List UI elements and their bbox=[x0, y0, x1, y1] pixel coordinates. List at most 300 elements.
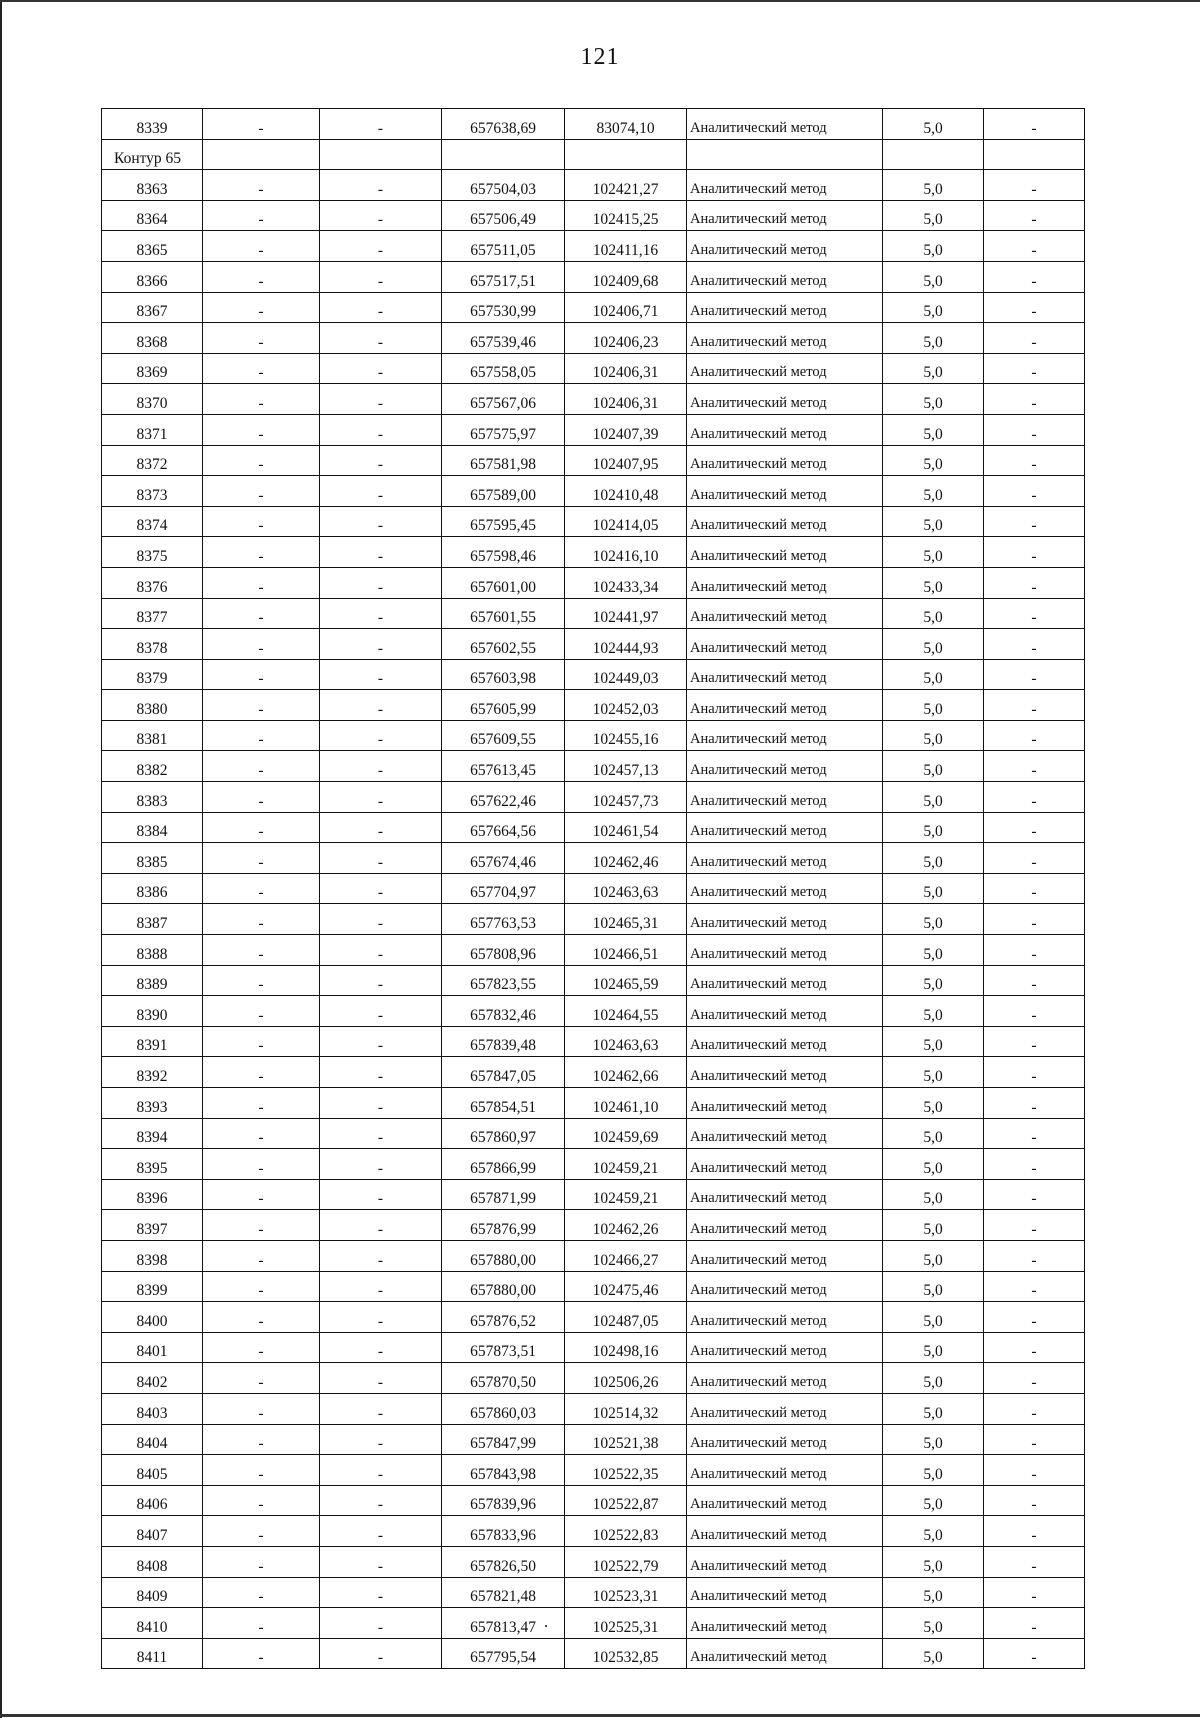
y-coordinate-cell: 102415,25 bbox=[565, 200, 687, 231]
old-y-cell: - bbox=[320, 445, 442, 476]
old-y-cell: - bbox=[320, 1210, 442, 1241]
accuracy-cell: 5,0 bbox=[883, 414, 984, 445]
table-row bbox=[102, 1179, 1085, 1210]
empty-cell bbox=[442, 139, 565, 170]
y-coordinate-cell: 102444,93 bbox=[565, 629, 687, 660]
y-coordinate-cell: 102525,31 bbox=[565, 1608, 687, 1639]
method-cell: Аналитический метод bbox=[687, 1271, 883, 1302]
point-number-cell: 8368 bbox=[102, 323, 203, 354]
x-coordinate-cell: 657860,97 bbox=[442, 1118, 565, 1149]
page-bottom-edge bbox=[0, 1714, 1200, 1717]
description-cell: - bbox=[984, 1363, 1085, 1394]
description-cell: - bbox=[984, 1118, 1085, 1149]
old-y-cell: - bbox=[320, 873, 442, 904]
point-number-cell: 8383 bbox=[102, 782, 203, 813]
old-y-cell: - bbox=[320, 1179, 442, 1210]
old-y-cell: - bbox=[320, 720, 442, 751]
method-cell: Аналитический метод bbox=[687, 384, 883, 415]
old-y-cell: - bbox=[320, 1363, 442, 1394]
accuracy-cell: 5,0 bbox=[883, 1363, 984, 1394]
old-y-cell: - bbox=[320, 384, 442, 415]
table-row bbox=[102, 1363, 1085, 1394]
accuracy-cell: 5,0 bbox=[883, 1302, 984, 1333]
y-coordinate-cell: 102506,26 bbox=[565, 1363, 687, 1394]
accuracy-cell: 5,0 bbox=[883, 1577, 984, 1608]
table-row bbox=[102, 567, 1085, 598]
accuracy-cell: 5,0 bbox=[883, 231, 984, 262]
old-x-cell: - bbox=[203, 1118, 320, 1149]
old-y-cell: - bbox=[320, 1026, 442, 1057]
old-x-cell: - bbox=[203, 1179, 320, 1210]
old-y-cell: - bbox=[320, 1057, 442, 1088]
accuracy-cell: 5,0 bbox=[883, 935, 984, 966]
accuracy-cell: 5,0 bbox=[883, 904, 984, 935]
method-cell: Аналитический метод bbox=[687, 751, 883, 782]
accuracy-cell: 5,0 bbox=[883, 353, 984, 384]
y-coordinate-cell: 102406,31 bbox=[565, 353, 687, 384]
point-number-cell: 8381 bbox=[102, 720, 203, 751]
point-number-cell: 8402 bbox=[102, 1363, 203, 1394]
table-row bbox=[102, 1393, 1085, 1424]
old-x-cell: - bbox=[203, 1363, 320, 1394]
y-coordinate-cell: 102449,03 bbox=[565, 659, 687, 690]
old-x-cell: - bbox=[203, 873, 320, 904]
method-cell: Аналитический метод bbox=[687, 659, 883, 690]
method-cell: Аналитический метод bbox=[687, 690, 883, 721]
method-cell: Аналитический метод bbox=[687, 1424, 883, 1455]
old-x-cell: - bbox=[203, 629, 320, 660]
accuracy-cell: 5,0 bbox=[883, 1455, 984, 1486]
table-row bbox=[102, 1516, 1085, 1547]
old-y-cell: - bbox=[320, 1455, 442, 1486]
x-coordinate-cell: 657839,96 bbox=[442, 1485, 565, 1516]
description-cell: - bbox=[984, 1210, 1085, 1241]
old-y-cell: - bbox=[320, 1271, 442, 1302]
y-coordinate-cell: 102406,31 bbox=[565, 384, 687, 415]
x-coordinate-cell: 657860,03 bbox=[442, 1393, 565, 1424]
point-number-cell: 8401 bbox=[102, 1332, 203, 1363]
x-coordinate-cell: 657808,96 bbox=[442, 935, 565, 966]
description-cell: - bbox=[984, 1240, 1085, 1271]
old-x-cell: - bbox=[203, 1485, 320, 1516]
old-y-cell: - bbox=[320, 109, 442, 140]
scan-speck bbox=[545, 1625, 547, 1627]
method-cell: Аналитический метод bbox=[687, 965, 883, 996]
y-coordinate-cell: 102466,27 bbox=[565, 1240, 687, 1271]
old-x-cell: - bbox=[203, 812, 320, 843]
old-y-cell: - bbox=[320, 782, 442, 813]
method-cell: Аналитический метод bbox=[687, 1546, 883, 1577]
old-x-cell: - bbox=[203, 476, 320, 507]
empty-cell bbox=[687, 139, 883, 170]
page-top-edge bbox=[0, 0, 1200, 2]
point-number-cell: 8397 bbox=[102, 1210, 203, 1241]
method-cell: Аналитический метод bbox=[687, 720, 883, 751]
old-y-cell: - bbox=[320, 659, 442, 690]
table-row bbox=[102, 323, 1085, 354]
description-cell: - bbox=[984, 200, 1085, 231]
x-coordinate-cell: 657613,45 bbox=[442, 751, 565, 782]
old-y-cell: - bbox=[320, 323, 442, 354]
description-cell: - bbox=[984, 843, 1085, 874]
y-coordinate-cell: 102455,16 bbox=[565, 720, 687, 751]
x-coordinate-cell: 657795,54 bbox=[442, 1638, 565, 1669]
y-coordinate-cell: 102465,59 bbox=[565, 965, 687, 996]
method-cell: Аналитический метод bbox=[687, 1363, 883, 1394]
x-coordinate-cell: 657821,48 bbox=[442, 1577, 565, 1608]
description-cell: - bbox=[984, 1302, 1085, 1333]
description-cell: - bbox=[984, 1026, 1085, 1057]
x-coordinate-cell: 657609,55 bbox=[442, 720, 565, 751]
old-x-cell: - bbox=[203, 598, 320, 629]
point-number-cell: 8400 bbox=[102, 1302, 203, 1333]
x-coordinate-cell: 657558,05 bbox=[442, 353, 565, 384]
x-coordinate-cell: 657575,97 bbox=[442, 414, 565, 445]
old-x-cell: - bbox=[203, 384, 320, 415]
old-x-cell: - bbox=[203, 904, 320, 935]
accuracy-cell: 5,0 bbox=[883, 782, 984, 813]
method-cell: Аналитический метод bbox=[687, 1485, 883, 1516]
accuracy-cell: 5,0 bbox=[883, 598, 984, 629]
accuracy-cell: 5,0 bbox=[883, 384, 984, 415]
old-y-cell: - bbox=[320, 1608, 442, 1639]
accuracy-cell: 5,0 bbox=[883, 1149, 984, 1180]
point-number-cell: 8389 bbox=[102, 965, 203, 996]
x-coordinate-cell: 657581,98 bbox=[442, 445, 565, 476]
table-row bbox=[102, 109, 1085, 140]
old-y-cell: - bbox=[320, 935, 442, 966]
y-coordinate-cell: 83074,10 bbox=[565, 109, 687, 140]
description-cell: - bbox=[984, 1638, 1085, 1669]
table-row bbox=[102, 476, 1085, 507]
table-row bbox=[102, 629, 1085, 660]
accuracy-cell: 5,0 bbox=[883, 567, 984, 598]
old-x-cell: - bbox=[203, 1088, 320, 1119]
accuracy-cell: 5,0 bbox=[883, 720, 984, 751]
old-x-cell: - bbox=[203, 323, 320, 354]
old-x-cell: - bbox=[203, 782, 320, 813]
point-number-cell: 8386 bbox=[102, 873, 203, 904]
section-row bbox=[102, 139, 1085, 170]
table-row bbox=[102, 904, 1085, 935]
x-coordinate-cell: 657866,99 bbox=[442, 1149, 565, 1180]
point-number-cell: 8366 bbox=[102, 261, 203, 292]
old-x-cell: - bbox=[203, 1516, 320, 1547]
description-cell: - bbox=[984, 537, 1085, 568]
description-cell: - bbox=[984, 629, 1085, 660]
method-cell: Аналитический метод bbox=[687, 414, 883, 445]
point-number-cell: 8403 bbox=[102, 1393, 203, 1424]
accuracy-cell: 5,0 bbox=[883, 1088, 984, 1119]
old-y-cell: - bbox=[320, 1332, 442, 1363]
old-y-cell: - bbox=[320, 353, 442, 384]
y-coordinate-cell: 102466,51 bbox=[565, 935, 687, 966]
method-cell: Аналитический метод bbox=[687, 843, 883, 874]
y-coordinate-cell: 102416,10 bbox=[565, 537, 687, 568]
accuracy-cell: 5,0 bbox=[883, 873, 984, 904]
coordinates-table bbox=[101, 108, 1085, 1669]
y-coordinate-cell: 102462,26 bbox=[565, 1210, 687, 1241]
description-cell: - bbox=[984, 690, 1085, 721]
table-row bbox=[102, 1118, 1085, 1149]
x-coordinate-cell: 657871,99 bbox=[442, 1179, 565, 1210]
point-number-cell: 8378 bbox=[102, 629, 203, 660]
x-coordinate-cell: 657638,69 bbox=[442, 109, 565, 140]
description-cell: - bbox=[984, 873, 1085, 904]
old-y-cell: - bbox=[320, 1424, 442, 1455]
accuracy-cell: 5,0 bbox=[883, 1210, 984, 1241]
old-y-cell: - bbox=[320, 1577, 442, 1608]
method-cell: Аналитический метод bbox=[687, 1057, 883, 1088]
point-number-cell: 8374 bbox=[102, 506, 203, 537]
table-row bbox=[102, 812, 1085, 843]
x-coordinate-cell: 657873,51 bbox=[442, 1332, 565, 1363]
section-label: Контур 65 bbox=[102, 139, 203, 170]
y-coordinate-cell: 102410,48 bbox=[565, 476, 687, 507]
point-number-cell: 8380 bbox=[102, 690, 203, 721]
table-row bbox=[102, 720, 1085, 751]
table-row bbox=[102, 170, 1085, 201]
point-number-cell: 8410 bbox=[102, 1608, 203, 1639]
old-x-cell: - bbox=[203, 567, 320, 598]
accuracy-cell: 5,0 bbox=[883, 1638, 984, 1669]
accuracy-cell: 5,0 bbox=[883, 1026, 984, 1057]
point-number-cell: 8409 bbox=[102, 1577, 203, 1608]
accuracy-cell: 5,0 bbox=[883, 1546, 984, 1577]
description-cell: - bbox=[984, 1393, 1085, 1424]
old-y-cell: - bbox=[320, 812, 442, 843]
x-coordinate-cell: 657595,45 bbox=[442, 506, 565, 537]
old-x-cell: - bbox=[203, 1057, 320, 1088]
old-x-cell: - bbox=[203, 690, 320, 721]
description-cell: - bbox=[984, 1271, 1085, 1302]
point-number-cell: 8385 bbox=[102, 843, 203, 874]
old-y-cell: - bbox=[320, 1638, 442, 1669]
x-coordinate-cell: 657870,50 bbox=[442, 1363, 565, 1394]
method-cell: Аналитический метод bbox=[687, 261, 883, 292]
old-y-cell: - bbox=[320, 996, 442, 1027]
x-coordinate-cell: 657833,96 bbox=[442, 1516, 565, 1547]
y-coordinate-cell: 102522,87 bbox=[565, 1485, 687, 1516]
accuracy-cell: 5,0 bbox=[883, 629, 984, 660]
y-coordinate-cell: 102522,79 bbox=[565, 1546, 687, 1577]
y-coordinate-cell: 102522,35 bbox=[565, 1455, 687, 1486]
accuracy-cell: 5,0 bbox=[883, 1271, 984, 1302]
y-coordinate-cell: 102463,63 bbox=[565, 1026, 687, 1057]
description-cell: - bbox=[984, 1546, 1085, 1577]
old-x-cell: - bbox=[203, 445, 320, 476]
empty-cell bbox=[883, 139, 984, 170]
y-coordinate-cell: 102457,13 bbox=[565, 751, 687, 782]
method-cell: Аналитический метод bbox=[687, 1210, 883, 1241]
point-number-cell: 8384 bbox=[102, 812, 203, 843]
table-row bbox=[102, 1455, 1085, 1486]
x-coordinate-cell: 657602,55 bbox=[442, 629, 565, 660]
old-x-cell: - bbox=[203, 353, 320, 384]
description-cell: - bbox=[984, 996, 1085, 1027]
point-number-cell: 8382 bbox=[102, 751, 203, 782]
old-x-cell: - bbox=[203, 996, 320, 1027]
accuracy-cell: 5,0 bbox=[883, 292, 984, 323]
point-number-cell: 8411 bbox=[102, 1638, 203, 1669]
old-x-cell: - bbox=[203, 1455, 320, 1486]
old-x-cell: - bbox=[203, 1149, 320, 1180]
empty-cell bbox=[565, 139, 687, 170]
old-x-cell: - bbox=[203, 170, 320, 201]
old-y-cell: - bbox=[320, 1302, 442, 1333]
table-body bbox=[102, 109, 1085, 1669]
method-cell: Аналитический метод bbox=[687, 935, 883, 966]
old-y-cell: - bbox=[320, 598, 442, 629]
y-coordinate-cell: 102521,38 bbox=[565, 1424, 687, 1455]
old-x-cell: - bbox=[203, 292, 320, 323]
x-coordinate-cell: 657664,56 bbox=[442, 812, 565, 843]
x-coordinate-cell: 657601,00 bbox=[442, 567, 565, 598]
x-coordinate-cell: 657511,05 bbox=[442, 231, 565, 262]
method-cell: Аналитический метод bbox=[687, 567, 883, 598]
table-row bbox=[102, 965, 1085, 996]
old-y-cell: - bbox=[320, 231, 442, 262]
description-cell: - bbox=[984, 904, 1085, 935]
description-cell: - bbox=[984, 1455, 1085, 1486]
accuracy-cell: 5,0 bbox=[883, 1057, 984, 1088]
old-x-cell: - bbox=[203, 1026, 320, 1057]
old-y-cell: - bbox=[320, 843, 442, 874]
method-cell: Аналитический метод bbox=[687, 292, 883, 323]
x-coordinate-cell: 657674,46 bbox=[442, 843, 565, 874]
point-number-cell: 8393 bbox=[102, 1088, 203, 1119]
x-coordinate-cell: 657589,00 bbox=[442, 476, 565, 507]
accuracy-cell: 5,0 bbox=[883, 996, 984, 1027]
method-cell: Аналитический метод bbox=[687, 629, 883, 660]
old-y-cell: - bbox=[320, 1485, 442, 1516]
description-cell: - bbox=[984, 292, 1085, 323]
method-cell: Аналитический метод bbox=[687, 1026, 883, 1057]
method-cell: Аналитический метод bbox=[687, 1332, 883, 1363]
y-coordinate-cell: 102522,83 bbox=[565, 1516, 687, 1547]
accuracy-cell: 5,0 bbox=[883, 1332, 984, 1363]
old-x-cell: - bbox=[203, 1424, 320, 1455]
method-cell: Аналитический метод bbox=[687, 1088, 883, 1119]
accuracy-cell: 5,0 bbox=[883, 965, 984, 996]
old-y-cell: - bbox=[320, 1516, 442, 1547]
y-coordinate-cell: 102459,21 bbox=[565, 1149, 687, 1180]
y-coordinate-cell: 102464,55 bbox=[565, 996, 687, 1027]
accuracy-cell: 5,0 bbox=[883, 690, 984, 721]
table-row bbox=[102, 1577, 1085, 1608]
old-x-cell: - bbox=[203, 1393, 320, 1424]
table-row bbox=[102, 506, 1085, 537]
page-number: 121 bbox=[580, 44, 620, 70]
method-cell: Аналитический метод bbox=[687, 231, 883, 262]
x-coordinate-cell: 657601,55 bbox=[442, 598, 565, 629]
empty-cell bbox=[203, 139, 320, 170]
y-coordinate-cell: 102441,97 bbox=[565, 598, 687, 629]
accuracy-cell: 5,0 bbox=[883, 506, 984, 537]
table-row bbox=[102, 537, 1085, 568]
old-x-cell: - bbox=[203, 1638, 320, 1669]
accuracy-cell: 5,0 bbox=[883, 659, 984, 690]
accuracy-cell: 5,0 bbox=[883, 1424, 984, 1455]
table-row bbox=[102, 1332, 1085, 1363]
empty-cell bbox=[320, 139, 442, 170]
old-y-cell: - bbox=[320, 751, 442, 782]
description-cell: - bbox=[984, 659, 1085, 690]
description-cell: - bbox=[984, 445, 1085, 476]
table-row bbox=[102, 1271, 1085, 1302]
point-number-cell: 8394 bbox=[102, 1118, 203, 1149]
description-cell: - bbox=[984, 353, 1085, 384]
accuracy-cell: 5,0 bbox=[883, 843, 984, 874]
method-cell: Аналитический метод bbox=[687, 1638, 883, 1669]
x-coordinate-cell: 657823,55 bbox=[442, 965, 565, 996]
accuracy-cell: 5,0 bbox=[883, 1516, 984, 1547]
description-cell: - bbox=[984, 812, 1085, 843]
y-coordinate-cell: 102433,34 bbox=[565, 567, 687, 598]
table-row bbox=[102, 384, 1085, 415]
y-coordinate-cell: 102462,46 bbox=[565, 843, 687, 874]
old-x-cell: - bbox=[203, 1546, 320, 1577]
point-number-cell: 8370 bbox=[102, 384, 203, 415]
table-row bbox=[102, 1302, 1085, 1333]
method-cell: Аналитический метод bbox=[687, 200, 883, 231]
y-coordinate-cell: 102459,21 bbox=[565, 1179, 687, 1210]
method-cell: Аналитический метод bbox=[687, 1302, 883, 1333]
point-number-cell: 8377 bbox=[102, 598, 203, 629]
point-number-cell: 8373 bbox=[102, 476, 203, 507]
old-y-cell: - bbox=[320, 1240, 442, 1271]
old-y-cell: - bbox=[320, 476, 442, 507]
point-number-cell: 8371 bbox=[102, 414, 203, 445]
description-cell: - bbox=[984, 1424, 1085, 1455]
method-cell: Аналитический метод bbox=[687, 1608, 883, 1639]
point-number-cell: 8407 bbox=[102, 1516, 203, 1547]
y-coordinate-cell: 102514,32 bbox=[565, 1393, 687, 1424]
point-number-cell: 8392 bbox=[102, 1057, 203, 1088]
description-cell: - bbox=[984, 1057, 1085, 1088]
accuracy-cell: 5,0 bbox=[883, 1485, 984, 1516]
x-coordinate-cell: 657539,46 bbox=[442, 323, 565, 354]
old-x-cell: - bbox=[203, 1302, 320, 1333]
description-cell: - bbox=[984, 170, 1085, 201]
description-cell: - bbox=[984, 506, 1085, 537]
y-coordinate-cell: 102461,10 bbox=[565, 1088, 687, 1119]
description-cell: - bbox=[984, 261, 1085, 292]
page-left-edge bbox=[0, 0, 2, 1718]
table-row bbox=[102, 200, 1085, 231]
table-row bbox=[102, 873, 1085, 904]
old-y-cell: - bbox=[320, 567, 442, 598]
old-x-cell: - bbox=[203, 537, 320, 568]
point-number-cell: 8365 bbox=[102, 231, 203, 262]
description-cell: - bbox=[984, 1516, 1085, 1547]
table-row bbox=[102, 1608, 1085, 1639]
old-x-cell: - bbox=[203, 506, 320, 537]
description-cell: - bbox=[984, 1332, 1085, 1363]
table-row bbox=[102, 1546, 1085, 1577]
description-cell: - bbox=[984, 1577, 1085, 1608]
method-cell: Аналитический метод bbox=[687, 1149, 883, 1180]
x-coordinate-cell: 657605,99 bbox=[442, 690, 565, 721]
description-cell: - bbox=[984, 965, 1085, 996]
description-cell: - bbox=[984, 1179, 1085, 1210]
y-coordinate-cell: 102465,31 bbox=[565, 904, 687, 935]
table-row bbox=[102, 598, 1085, 629]
y-coordinate-cell: 102411,16 bbox=[565, 231, 687, 262]
accuracy-cell: 5,0 bbox=[883, 170, 984, 201]
old-x-cell: - bbox=[203, 1332, 320, 1363]
x-coordinate-cell: 657704,97 bbox=[442, 873, 565, 904]
